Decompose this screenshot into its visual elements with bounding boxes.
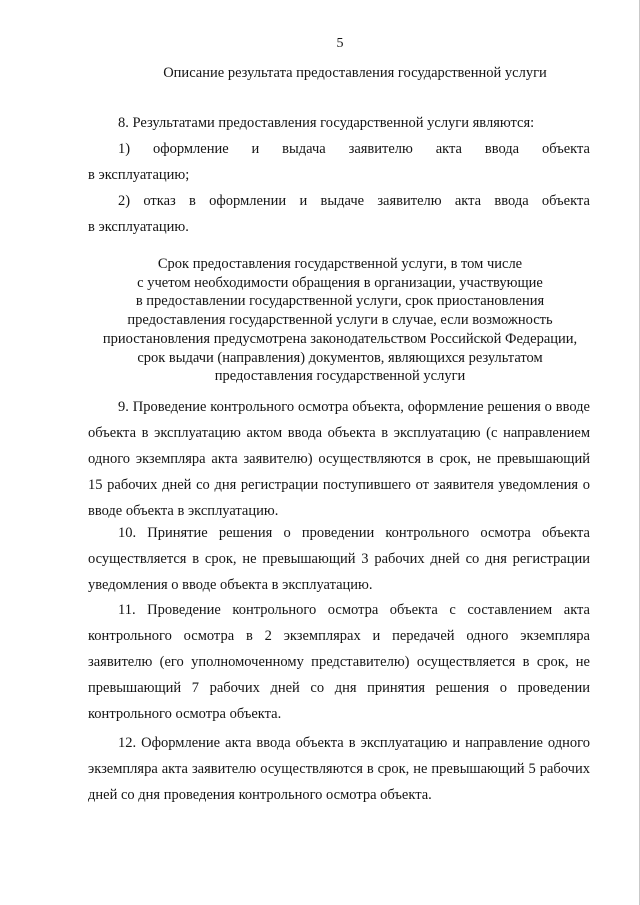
term-heading-line: предоставления государственной услуги bbox=[214, 368, 466, 385]
item-8-sub-1-line bbox=[88, 136, 590, 162]
item-8-sub-2-line bbox=[88, 188, 590, 214]
sub-1-tail: в эксплуатацию; bbox=[88, 167, 190, 183]
item-8-intro: 8. Результатами предоставления государственной услуги являются: bbox=[118, 115, 535, 131]
sub-2-word: и bbox=[299, 193, 308, 209]
paragraph-12: 12. Оформление акта ввода объекта в эксплуатацию и направление одного экземпляра акта заявителю осуществляются в срок, не превышающий 5 рабочих дней со дня проведения контрольного осмотра объекта. bbox=[88, 735, 590, 803]
term-heading-line: в предоставлении государственной услуги, срок приостановления bbox=[135, 293, 545, 310]
sub-2-word: акта bbox=[454, 193, 482, 209]
page-number: 5 bbox=[336, 36, 344, 51]
paragraph-9-block bbox=[88, 394, 590, 524]
sub-1-word: объекта bbox=[541, 141, 590, 157]
term-heading bbox=[0, 255, 640, 386]
sub-2-word: заявителю bbox=[377, 193, 442, 209]
term-heading-line: с учетом необходимости обращения в организации, участвующие bbox=[137, 274, 543, 291]
sub-2-number: 2) bbox=[118, 193, 131, 209]
sub-2-word: в bbox=[189, 193, 196, 209]
paragraph-10: 10. Принятие решения о проведении контрольного осмотра объекта осуществляется в срок, не превышающий 3 рабочих дней со дня регистрации уведомления о вводе объекта в эксплуатацию. bbox=[88, 525, 590, 593]
sub-2-word: ввода bbox=[494, 193, 529, 209]
sub-1-word: оформление bbox=[152, 141, 229, 157]
term-heading-line: приостановления предусмотрена законодательством Российской Федерации, bbox=[102, 330, 578, 347]
paragraph-12-block bbox=[88, 730, 590, 808]
paragraph-10-block bbox=[88, 520, 590, 598]
term-heading-line: Срок предоставления государственной услуги, в том числе bbox=[157, 256, 523, 272]
sub-2-word: объекта bbox=[541, 193, 590, 209]
term-heading-line: срок выдачи (направления) документов, являющихся результатом bbox=[137, 349, 543, 366]
section-title: Описание результата предоставления государственной услуги bbox=[163, 65, 547, 81]
item-8-block bbox=[88, 110, 590, 240]
term-heading-line: предоставления государственной услуги в случае, если возможность bbox=[127, 312, 553, 329]
sub-1-word: выдача bbox=[282, 141, 326, 157]
sub-1-number: 1) bbox=[118, 141, 131, 157]
sub-1-word: и bbox=[251, 141, 260, 157]
sub-1-word: акта bbox=[435, 141, 462, 157]
sub-2-word: выдаче bbox=[320, 193, 365, 209]
sub-1-word: ввода bbox=[484, 141, 520, 157]
sub-2-word: отказ bbox=[143, 193, 176, 209]
paragraph-9: 9. Проведение контрольного осмотра объекта, оформление решения о вводе объекта в эксплуатацию актом ввода объекта в эксплуатацию (с направлением одного экземпляра акта заявителю) осуществляются в срок, не превышающий 15 рабочих дней со дня регистрации поступившего от заявителя уведомления о вводе объекта в эксплуатацию. bbox=[88, 399, 590, 519]
paragraph-11: 11. Проведение контрольного осмотра объекта с составлением акта контрольного осмотра в 2 экземплярах и передачей одного экземпляра заявителю (его уполномоченному представителю) осуществляется в срок, не превышающий 7 рабочих дней со дня принятия решения о проведении контрольного осмотра объекта. bbox=[88, 602, 590, 722]
paragraph-11-block bbox=[88, 597, 590, 727]
sub-2-word: оформлении bbox=[209, 193, 287, 209]
sub-1-word: заявителю bbox=[348, 141, 413, 157]
sub-2-tail: в эксплуатацию. bbox=[88, 219, 189, 235]
